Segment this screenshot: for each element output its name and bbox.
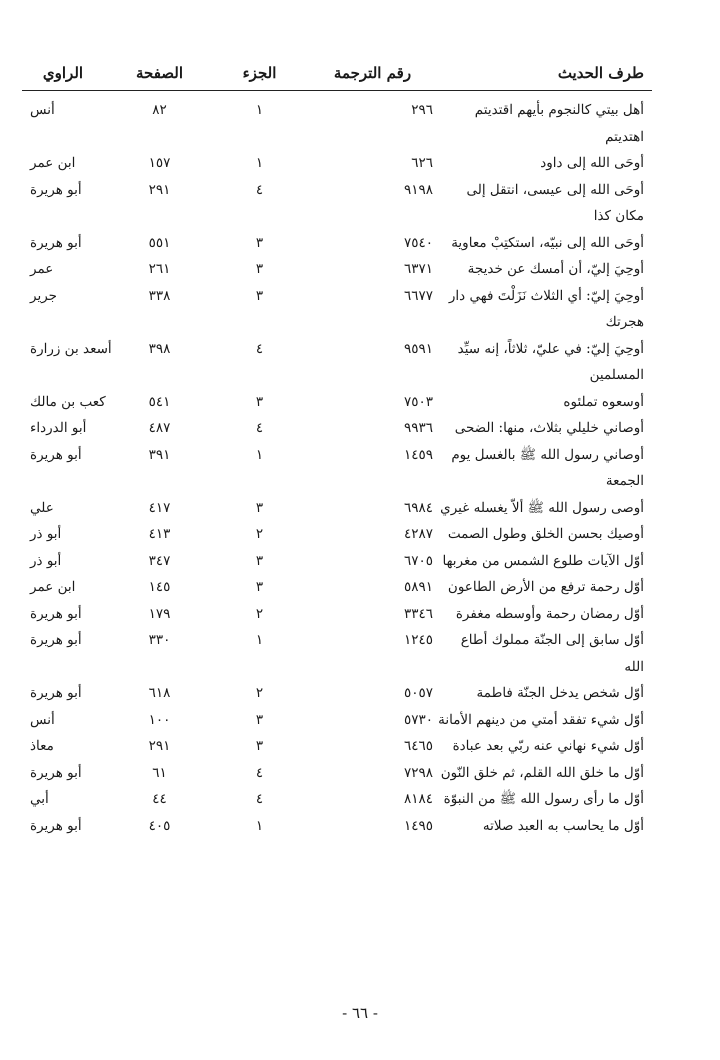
index-page [22, 56, 652, 1046]
cell-hadith: أوصيك بحسن الخلق وطول الصمت [447, 526, 644, 542]
cell-hadith: أوّل شخص يدخل الجنّة فاطمة [476, 685, 644, 701]
cell-hadith: أوصاني خليلي بثلاث، منها: الضحى [454, 420, 644, 436]
cell-rawi: أبو ذر [30, 552, 62, 569]
cell-rawi: علي [30, 499, 54, 516]
cell-juz: ٣ [255, 499, 264, 516]
cell-safha: ٥٤١ [148, 393, 171, 410]
cell-safha: ٣٣٠ [148, 632, 171, 648]
cell-safha: ١٥٧ [148, 155, 171, 171]
cell-safha: ٤١٣ [148, 526, 171, 542]
cell-juz: ١ [255, 632, 264, 648]
cell-tarjama: ٤٢٨٧ [403, 526, 433, 542]
cell-hadith: أوسعوه تملئوه [563, 393, 644, 410]
cell-rawi: ابن عمر [30, 579, 76, 595]
cell-hadith: أوحَى الله إلى داود [540, 155, 644, 171]
table-row [22, 627, 652, 680]
cell-tarjama: ١٢٤٥ [403, 632, 433, 648]
cell-safha: ١٧٩ [148, 605, 171, 622]
cell-safha: ١٠٠ [148, 711, 171, 728]
cell-safha: ٢٩١ [148, 181, 171, 198]
cell-safha: ٤٠٥ [148, 817, 171, 834]
cell-tarjama: ٦٤٦٥ [403, 738, 433, 754]
cell-juz: ٤ [255, 420, 264, 436]
cell-juz: ٣ [255, 738, 264, 754]
cell-safha: ١٤٥ [148, 579, 171, 595]
table-row [22, 601, 652, 628]
cell-safha: ٢٩١ [148, 738, 171, 754]
cell-rawi: أبو هريرة [30, 181, 82, 198]
table-row [22, 415, 652, 442]
cell-safha: ٦١٨ [148, 685, 171, 701]
cell-hadith: أوحِيَ إليّ، أن أمسك عن خديجة [467, 261, 644, 277]
cell-tarjama: ٧٢٩٨ [403, 764, 433, 781]
table-row [22, 256, 652, 283]
cell-tarjama: ٢٩٦ [411, 102, 433, 118]
cell-tarjama: ٦٣٧١ [403, 261, 433, 277]
table-row [22, 283, 652, 336]
table-row [22, 707, 652, 734]
cell-safha: ٨٢ [152, 102, 167, 118]
cell-tarjama: ٥٧٣٠ [403, 711, 433, 728]
cell-tarjama: ٨١٨٤ [403, 791, 433, 807]
cell-hadith: أوّل ما رأى رسول الله ﷺ من النبوّة [443, 791, 644, 807]
cell-juz: ٣ [255, 287, 264, 304]
cell-tarjama: ٧٥٠٣ [403, 393, 433, 410]
cell-juz: ٢ [255, 685, 264, 701]
cell-rawi: أبو الدرداء [30, 420, 87, 436]
cell-tarjama: ٥٠٥٧ [403, 685, 433, 701]
cell-hadith: أوحِيَ إليّ: في عليّ، ثلاثاً، إنه سيِّد المسلمين [457, 340, 644, 383]
cell-rawi: أبو هريرة [30, 234, 82, 251]
cell-safha: ٣٩٨ [148, 340, 171, 357]
table-row [22, 521, 652, 548]
cell-hadith: أوّل الآيات طلوع الشمس من مغربها [442, 552, 644, 569]
cell-rawi: أبو هريرة [30, 446, 82, 463]
cell-hadith: أوحَى الله إلى عيسى، انتقل إلى مكان كذا [466, 181, 644, 224]
header-juz: الجزء [242, 64, 277, 82]
table-row [22, 548, 652, 575]
header-hadith: طرف الحديث [557, 64, 644, 82]
cell-hadith: أوّل رمضان رحمة وأوسطه مغفرة [455, 605, 644, 622]
cell-tarjama: ١٤٩٥ [403, 817, 433, 834]
table-row [22, 786, 652, 813]
cell-hadith: أوصاني رسول الله ﷺ بالغسل يوم الجمعة [451, 446, 644, 489]
cell-rawi: أبو هريرة [30, 685, 82, 701]
cell-rawi: أبو ذر [30, 526, 62, 542]
cell-juz: ١ [255, 102, 264, 118]
cell-juz: ١ [255, 817, 264, 834]
cell-safha: ٥٥١ [148, 234, 171, 251]
table-row [22, 760, 652, 787]
cell-juz: ٣ [255, 234, 264, 251]
cell-hadith: أهل بيتي كالنجوم بأيهم اقتديتم اهتديتم [474, 102, 644, 145]
cell-hadith: أوّل ما خلق الله القلم، ثم خلق النّون [440, 764, 644, 781]
cell-hadith: أوحَى الله إلى نبيّه، استكتِبْ معاوية [451, 234, 644, 251]
cell-rawi: عمر [30, 261, 54, 277]
table-row [22, 389, 652, 416]
cell-safha: ٤٤ [152, 791, 167, 807]
table-row [22, 442, 652, 495]
cell-juz: ٤ [255, 764, 264, 781]
cell-hadith: أوّل شيء نهاني عنه ربّي بعد عبادة [452, 738, 644, 754]
cell-juz: ١ [255, 155, 264, 171]
table-row [22, 680, 652, 707]
cell-hadith: أوّل ما يحاسب به العبد صلاته [482, 817, 644, 834]
table-row [22, 813, 652, 840]
cell-tarjama: ٥٨٩١ [403, 579, 433, 595]
table-row [22, 177, 652, 230]
cell-safha: ٢٦١ [148, 261, 171, 277]
cell-rawi: جرير [30, 287, 57, 304]
cell-safha: ٤١٧ [148, 499, 171, 516]
cell-rawi: أبو هريرة [30, 605, 82, 622]
cell-rawi: كعب بن مالك [30, 393, 106, 410]
table-row [22, 150, 652, 177]
cell-tarjama: ٦٦٧٧ [403, 287, 433, 304]
table-row [22, 574, 652, 601]
header-rawi: الراوي [42, 64, 84, 82]
cell-tarjama: ٦٢٦ [411, 155, 433, 171]
table-row [22, 336, 652, 389]
cell-tarjama: ٣٣٤٦ [403, 605, 433, 622]
cell-tarjama: ٩٩٣٦ [403, 420, 433, 436]
cell-safha: ٣٩١ [148, 446, 171, 463]
table-row [22, 97, 652, 150]
cell-hadith: أوّل شيء تفقد أمتي من دينهم الأمانة [438, 711, 644, 728]
cell-rawi: أبو هريرة [30, 817, 82, 834]
table-row [22, 495, 652, 522]
cell-rawi: أنس [30, 711, 55, 728]
page-number: - ٦٦ - [342, 1004, 378, 1022]
cell-rawi: أبو هريرة [30, 764, 82, 781]
cell-juz: ٣ [255, 261, 264, 277]
cell-safha: ٣٣٨ [148, 287, 171, 304]
header-safha: الصفحة [135, 64, 184, 82]
cell-rawi: أنس [30, 102, 55, 118]
cell-rawi: معاذ [30, 738, 54, 754]
cell-juz: ٤ [255, 791, 264, 807]
cell-tarjama: ٩٥٩١ [403, 340, 433, 357]
cell-tarjama: ٦٩٨٤ [403, 499, 433, 516]
cell-hadith: أوّل سابق إلى الجنّة مملوك أطاع الله [460, 632, 644, 675]
cell-juz: ٣ [255, 579, 264, 595]
cell-tarjama: ٩١٩٨ [403, 181, 433, 198]
table-row [22, 230, 652, 257]
cell-rawi: أبي [30, 791, 49, 807]
cell-juz: ٣ [255, 711, 264, 728]
cell-juz: ٢ [255, 605, 264, 622]
cell-juz: ٣ [255, 393, 264, 410]
cell-rawi: أبو هريرة [30, 632, 82, 648]
cell-rawi: أسعد بن زرارة [30, 340, 112, 357]
table-body [22, 97, 652, 839]
table-header [22, 56, 652, 91]
cell-hadith: أوحِيَ إليّ: أي الثلاث نَزَلْتَ فهي دار هجرتك [448, 287, 644, 330]
cell-tarjama: ٦٧٠٥ [403, 552, 433, 569]
cell-hadith: أوصى رسول الله ﷺ ألاّ يغسله غيري [440, 499, 644, 516]
table-row [22, 733, 652, 760]
cell-juz: ٢ [255, 526, 264, 542]
header-tarjama: رقم الترجمة [333, 64, 412, 82]
cell-safha: ٣٤٧ [148, 552, 171, 569]
cell-juz: ٤ [255, 181, 264, 198]
cell-juz: ٣ [255, 552, 264, 569]
cell-hadith: أوّل رحمة ترفع من الأرض الطاعون [447, 579, 644, 595]
cell-juz: ١ [255, 446, 264, 463]
cell-rawi: ابن عمر [30, 155, 76, 171]
cell-safha: ٦١ [152, 764, 167, 781]
cell-juz: ٤ [255, 340, 264, 357]
cell-tarjama: ٧٥٤٠ [403, 234, 433, 251]
cell-tarjama: ١٤٥٩ [403, 446, 433, 463]
cell-safha: ٤٨٧ [148, 420, 171, 436]
